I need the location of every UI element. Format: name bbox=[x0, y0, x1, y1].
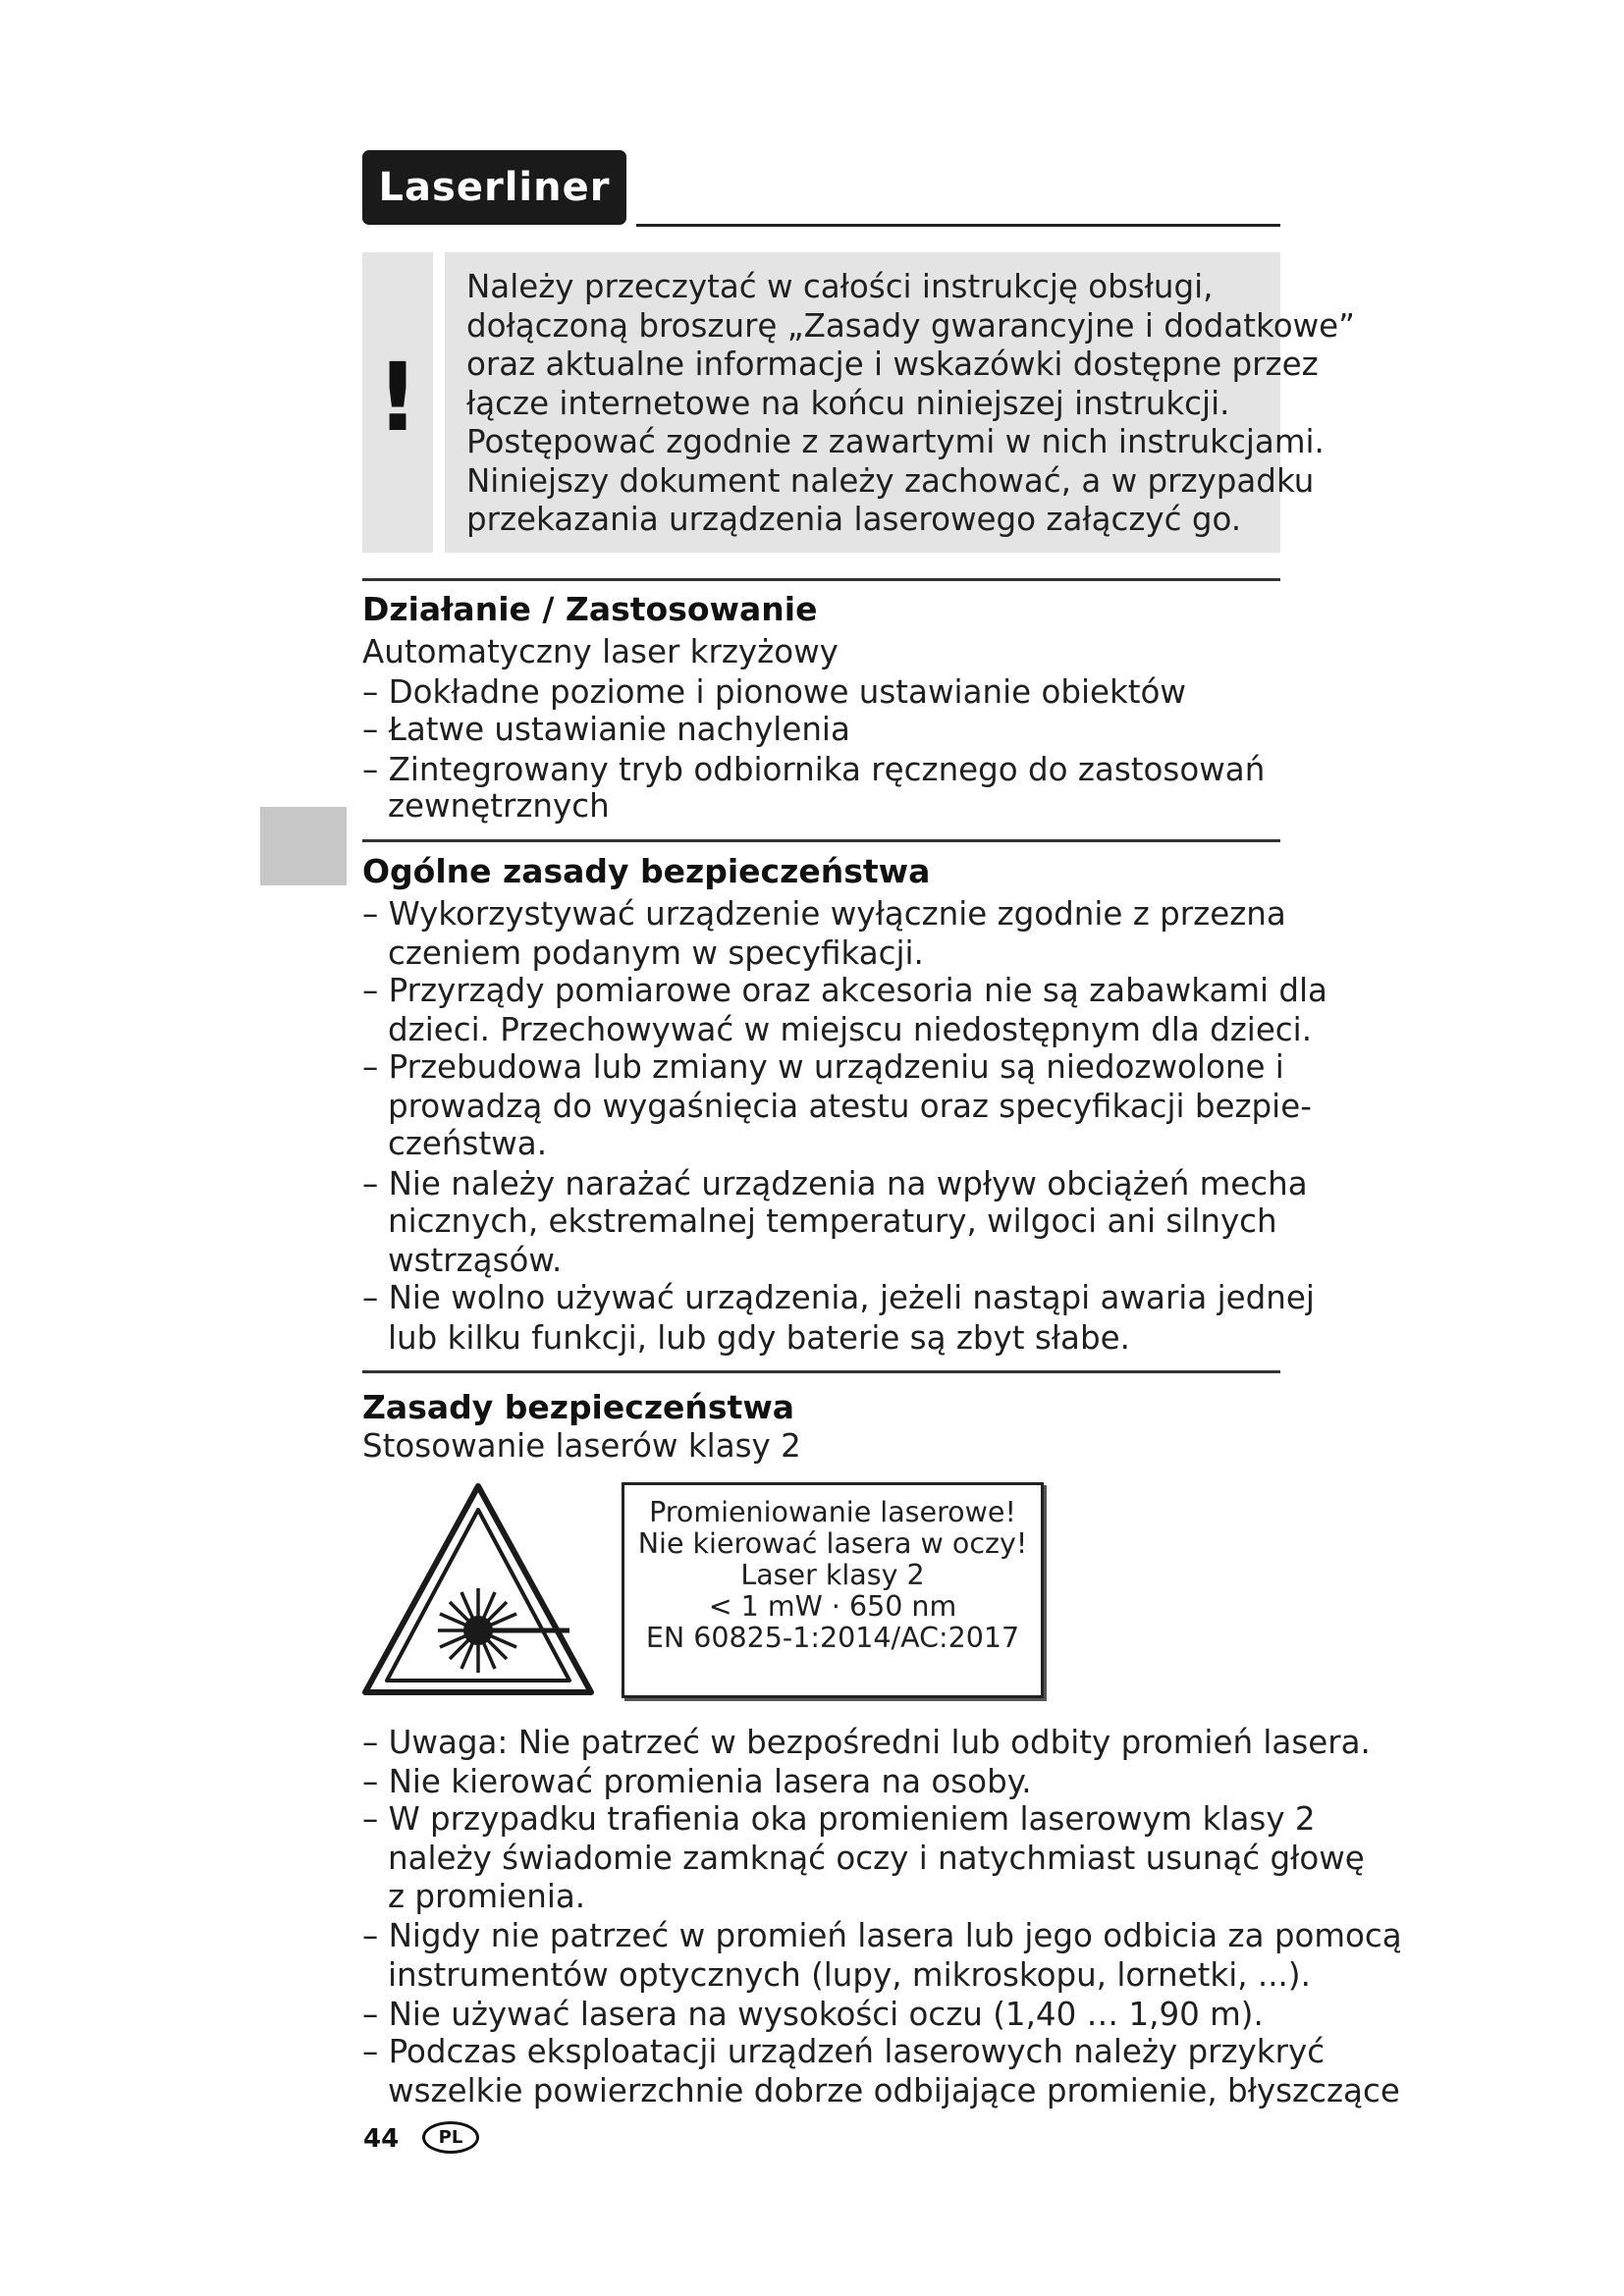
laser-label-line: < 1 mW · 650 nm bbox=[708, 1590, 957, 1623]
notice-icon-panel bbox=[362, 252, 433, 553]
general-safety-line: – Przyrządy pomiarowe oraz akcesoria nie są zabawkami dla bbox=[362, 972, 1327, 1009]
safety-line: należy świadomie zamknąć oczy i natychmiast usunąć głowę bbox=[388, 1840, 1365, 1877]
section-divider bbox=[362, 578, 1280, 581]
laser-class-label bbox=[622, 1482, 1044, 1698]
general-safety-line: prowadzą do wygaśnięcia atestu oraz specyfikacji bezpie- bbox=[388, 1088, 1312, 1125]
notice-line: dołączoną broszurę „Zasady gwarancyjne i dodatkowe” bbox=[466, 306, 1356, 345]
function-intro: Automatyczny laser krzyżowy bbox=[362, 633, 839, 670]
general-safety-line: – Wykorzystywać urządzenie wyłącznie zgodnie z przezna bbox=[362, 895, 1286, 933]
notice-line: oraz aktualne informacje i wskazówki dostępne przez bbox=[466, 346, 1319, 383]
safety-line: z promienia. bbox=[388, 1878, 586, 1915]
laser-label-line: Laser klasy 2 bbox=[740, 1559, 925, 1591]
laser-label-line: Promieniowanie laserowe! bbox=[649, 1496, 1016, 1528]
general-safety-line: – Nie wolno używać urządzenia, jeżeli nastąpi awaria jednej bbox=[362, 1279, 1315, 1316]
section-divider bbox=[362, 1370, 1280, 1373]
general-safety-heading: Ogólne zasady bezpieczeństwa bbox=[362, 852, 931, 890]
section-divider bbox=[362, 839, 1280, 842]
safety-line: instrumentów optycznych (lupy, mikroskopu, lornetki, ...). bbox=[388, 1956, 1311, 1994]
safety-line: – Nigdy nie patrzeć w promień lasera lub jego odbicia za pomocą bbox=[362, 1917, 1402, 1954]
notice-line: Postępować zgodnie z zawartymi w nich instrukcjami. bbox=[466, 423, 1325, 460]
general-safety-line: wstrząsów. bbox=[388, 1242, 563, 1279]
function-heading: Działanie / Zastosowanie bbox=[362, 590, 818, 628]
language-badge: PL bbox=[422, 2121, 479, 2154]
general-safety-line: – Nie należy narażać urządzenia na wpływ obciążeń mecha bbox=[362, 1165, 1308, 1202]
notice-line: Należy przeczytać w całości instrukcję obsługi, bbox=[466, 268, 1214, 305]
laser-warning-triangle-icon bbox=[359, 1480, 597, 1700]
header-divider bbox=[636, 224, 1280, 227]
safety-line: – Nie używać lasera na wysokości oczu (1,40 … 1,90 m). bbox=[362, 1996, 1264, 2033]
safety-line: – Podczas eksploatacji urządzeń laserowych należy przykryć bbox=[362, 2033, 1326, 2070]
general-safety-line: nicznych, ekstremalnej temperatury, wilgoci ani silnych bbox=[388, 1202, 1277, 1240]
general-safety-line: – Przebudowa lub zmiany w urządzeniu są niedozwolone i bbox=[362, 1048, 1284, 1086]
notice-line: łącze internetowe na końcu niniejszej instrukcji. bbox=[466, 384, 1230, 422]
safety-line: – Nie kierować promienia lasera na osoby. bbox=[362, 1763, 1032, 1800]
safety-line: wszelkie powierzchnie dobrze odbijające promienie, błyszczące bbox=[388, 2072, 1400, 2109]
safety-intro: Stosowanie laserów klasy 2 bbox=[362, 1427, 801, 1465]
general-safety-line: dzieci. Przechowywać w miejscu niedostępnym dla dzieci. bbox=[388, 1011, 1313, 1048]
page-number: 44 bbox=[363, 2124, 400, 2154]
general-safety-line: czeniem podanym w specyfikacji. bbox=[388, 934, 924, 972]
safety-line: – W przypadku trafienia oka promieniem laserowym klasy 2 bbox=[362, 1800, 1316, 1838]
general-safety-line: czeństwa. bbox=[388, 1125, 548, 1162]
exclamation-icon: ! bbox=[376, 343, 419, 453]
general-safety-line: lub kilku funkcji, lub gdy baterie są zbyt słabe. bbox=[388, 1319, 1130, 1357]
brand-logo: Laserliner bbox=[362, 150, 626, 225]
function-item: zewnętrznych bbox=[388, 787, 610, 825]
safety-heading: Zasady bezpieczeństwa bbox=[362, 1388, 795, 1426]
notice-line: przekazania urządzenia laserowego załączyć go. bbox=[466, 501, 1242, 538]
safety-line: – Uwaga: Nie patrzeć w bezpośredni lub odbity promień lasera. bbox=[362, 1724, 1371, 1761]
notice-line: Niniejszy dokument należy zachować, a w przypadku bbox=[466, 461, 1315, 500]
function-item: – Dokładne poziome i pionowe ustawianie obiektów bbox=[362, 673, 1187, 711]
laser-label-line: Nie kierować lasera w oczy! bbox=[637, 1527, 1028, 1560]
laser-label-line: EN 60825-1:2014/AC:2017 bbox=[645, 1622, 1020, 1654]
notice-box bbox=[445, 252, 1356, 553]
function-item: – Zintegrowany tryb odbiornika ręcznego do zastosowań bbox=[362, 751, 1266, 788]
language-thumb-tab bbox=[260, 807, 347, 885]
function-item: – Łatwe ustawianie nachylenia bbox=[362, 711, 850, 748]
